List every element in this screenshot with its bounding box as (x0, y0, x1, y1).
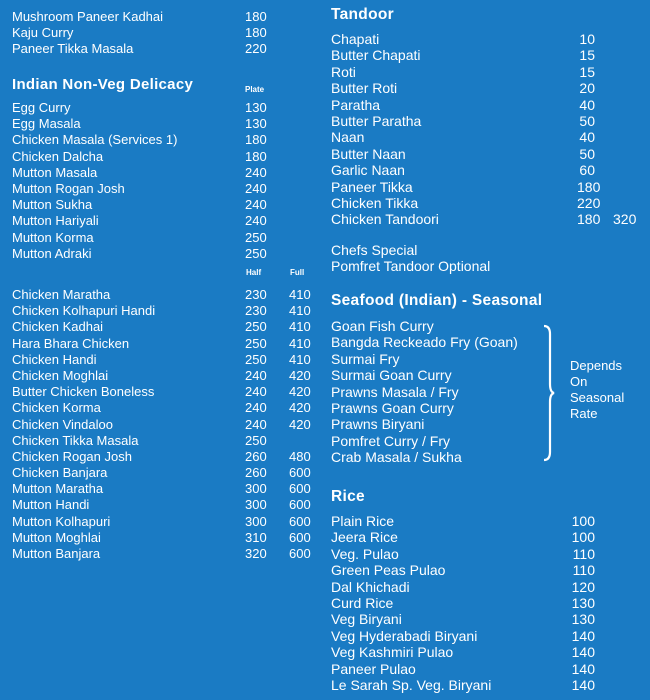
menu-item: Mutton Handi 300 600 (12, 497, 311, 513)
menu-item: Butter Chicken Boneless 240 420 (12, 384, 311, 400)
menu-item: Veg Hyderabadi Biryani 140 (331, 627, 595, 644)
menu-item: Mutton Moghlai 310 600 (12, 529, 311, 545)
menu-item: Egg Curry 130 (12, 100, 267, 115)
menu-item: Paratha 40 (331, 96, 595, 113)
menu-item: Surmai Goan Curry (331, 367, 452, 384)
menu-item: Green Peas Pulao 110 (331, 562, 595, 579)
menu-item: Paneer Tikka 180 (331, 178, 601, 195)
plate-label: Plate (245, 85, 265, 94)
menu-item: Butter Chapati 15 (331, 47, 595, 64)
menu-item: Dal Khichadi 120 (331, 578, 595, 595)
menu-item: Veg. Pulao 110 (331, 545, 595, 562)
menu-item: Chicken Dalcha 180 (12, 148, 267, 164)
chefs-special-block (331, 242, 641, 275)
menu-item: Prawns Goan Curry (331, 399, 454, 416)
menu-item: Veg Biryani 130 (331, 611, 595, 628)
menu-item: Hara Bhara Chicken 250 410 (12, 335, 311, 351)
menu-item: Mushroom Paneer Kadhai 180 (12, 9, 267, 24)
menu-item: Chicken Kadhai 250 410 (12, 319, 311, 335)
full-label: Full (290, 268, 305, 277)
menu-item: Curd Rice 130 (331, 594, 595, 611)
seafood-title: Seafood (Indian) - Seasonal (331, 292, 543, 309)
menu-item: Chicken Tandoori 180 320 (331, 211, 637, 228)
menu-item: Chicken Rogan Josh 260 480 (12, 448, 311, 464)
menu-item: Veg Kashmiri Pulao 140 (331, 644, 595, 661)
veg-top-list (12, 9, 312, 58)
menu-item: Chicken Vindaloo 240 420 (12, 416, 311, 432)
menu-item: Egg Masala 130 (12, 116, 267, 132)
menu-item: Bangda Reckeado Fry (Goan) (331, 334, 518, 351)
tandoor-title: Tandoor (331, 6, 394, 23)
menu-item: Prawns Biryani (331, 416, 425, 433)
rice-title: Rice (331, 488, 365, 505)
rice-list (331, 513, 641, 693)
tandoor-list (331, 31, 641, 228)
menu-item: Butter Paratha 50 (331, 112, 595, 129)
menu-item: Roti 15 (331, 63, 595, 80)
menu-item: Chicken Handi 250 410 (12, 351, 311, 367)
menu-item: Chicken Tikka Masala 250 (12, 432, 267, 448)
menu-item: Prawns Masala / Fry (331, 383, 459, 400)
menu-item: Mutton Banjara 320 600 (12, 546, 311, 561)
menu-item: Chicken Korma 240 420 (12, 400, 311, 416)
menu-item: Mutton Kolhapuri 300 600 (12, 513, 311, 529)
menu-item: Chicken Masala (Services 1) 180 (12, 132, 267, 148)
menu-item: Chapati 10 (331, 31, 595, 47)
menu-item: Butter Naan 50 (331, 145, 595, 162)
menu-item: Jeera Rice 100 (331, 529, 595, 546)
menu-item: Garlic Naan 60 (331, 162, 595, 179)
chefs-special-label: Chefs Special (331, 242, 418, 258)
menu-item: Chicken Maratha 230 410 (12, 287, 311, 302)
menu-item: Mutton Sukha 240 (12, 197, 267, 213)
menu-item: Plain Rice 100 (331, 513, 595, 529)
half-label: Half (246, 268, 262, 277)
menu-item: Mutton Hariyali 240 (12, 213, 267, 229)
menu-item: Paneer Tikka Masala 220 (12, 41, 267, 57)
menu-item: Butter Roti 20 (331, 80, 595, 97)
nonveg-plate-list (12, 100, 312, 262)
menu-item: Chicken Moghlai 240 420 (12, 367, 311, 383)
menu-item: Kaju Curry 180 (12, 25, 267, 41)
menu-item: Goan Fish Curry (331, 318, 434, 334)
menu-item: Chicken Kolhapuri Handi 230 410 (12, 303, 311, 319)
menu-item: Mutton Rogan Josh 240 (12, 180, 267, 196)
menu-item: Pomfret Curry / Fry (331, 432, 451, 449)
pomfret-note: Pomfret Tandoor Optional (331, 258, 491, 275)
menu-item: Le Sarah Sp. Veg. Biryani 140 (331, 676, 595, 693)
menu-item: Surmai Fry (331, 350, 400, 367)
nonveg-title: Indian Non-Veg Delicacy (12, 76, 194, 93)
menu-item: Mutton Maratha 300 600 (12, 481, 311, 497)
menu-item: Mutton Adraki 250 (12, 245, 267, 261)
menu-item: Paneer Pulao 140 (331, 660, 595, 677)
menu-item: Crab Masala / Sukha (331, 449, 462, 466)
curly-brace-icon (543, 324, 555, 462)
menu-item: Mutton Korma 250 (12, 229, 267, 245)
menu-item: Chicken Tikka 220 (331, 194, 601, 211)
depends-note: Depends On Seasonal Rate (570, 358, 625, 421)
menu-item: Chicken Banjara 260 600 (12, 465, 311, 481)
menu-item: Naan 40 (331, 129, 595, 146)
menu-item: Mutton Masala 240 (12, 164, 267, 180)
seafood-list (331, 318, 561, 466)
nonveg-half-full-list (12, 287, 312, 562)
